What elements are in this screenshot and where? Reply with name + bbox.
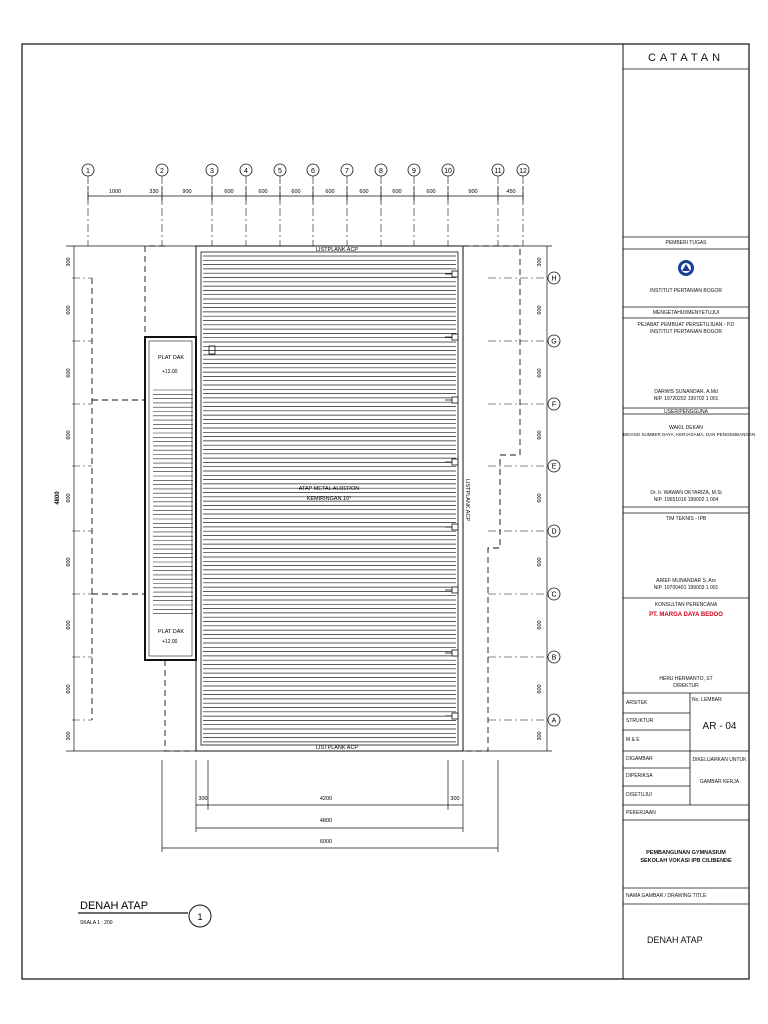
- pemberi-tugas-label: PEMBERI TUGAS: [665, 240, 707, 246]
- top-dimension: 330: [149, 189, 159, 195]
- nama-gambar-label: NAMA GAMBAR / DRAWING TITLE: [626, 893, 707, 899]
- plat-dak-label-bottom: PLAT DAK: [158, 629, 185, 635]
- grid-column-label: 6: [311, 168, 315, 175]
- top-dimension: 900: [468, 189, 478, 195]
- wakil-name: Dr. Ir. WAWAN OKTARIZA, M.Si: [650, 490, 722, 496]
- bottom-dimension: 4800: [319, 818, 333, 824]
- top-dimension: 600: [258, 189, 268, 195]
- top-dimension: 600: [359, 189, 369, 195]
- grid-row-bubble: [548, 588, 560, 600]
- grid-column-label: 2: [160, 168, 164, 175]
- grid-column-label: 9: [412, 168, 416, 175]
- left-dimension: 600: [66, 493, 72, 503]
- top-dimension: 600: [325, 189, 335, 195]
- pekerjaan-label: PEKERJAAN: [626, 810, 656, 816]
- right-dimension: 600: [537, 493, 543, 503]
- roof-slope-label: KEMIRINGAN 10°: [306, 496, 352, 502]
- left-dimension: 600: [66, 368, 72, 378]
- pekerjaan-line2: SEKOLAH VOKASI IPB CILIBENDE: [640, 858, 732, 864]
- arsitek-label: ARSITEK: [626, 700, 648, 706]
- bottom-dimension: 4200: [319, 796, 333, 802]
- grid-row-bubble: [548, 525, 560, 537]
- grid-row-label: H: [551, 275, 557, 283]
- disetujui-label: DISETUJUI: [626, 792, 652, 798]
- right-dimension: 600: [537, 305, 543, 315]
- right-dimension: 300: [537, 257, 543, 267]
- top-dimension: 600: [291, 189, 301, 195]
- user-label: USER/PENGGUNA: [664, 409, 708, 415]
- diperiksa-label: DIPERIKSA: [626, 773, 653, 779]
- drawing-scale: SKALA 1 : 200: [80, 920, 113, 926]
- digambar-label: DIGAMBAR: [626, 756, 653, 762]
- right-dimension: 600: [537, 620, 543, 630]
- top-dimension: 900: [182, 189, 192, 195]
- listplank-top-label: LISTPLANK ACP: [315, 247, 359, 253]
- ppk-line2: INSTITUT PERTANIAN BOGOR: [650, 329, 722, 335]
- top-dimension: 1000: [108, 189, 122, 195]
- top-dimension: 600: [224, 189, 234, 195]
- grid-column-bubble: [341, 164, 353, 176]
- mengetahui-label: MENGETAHUI/MENYETUJUI: [652, 310, 720, 316]
- listplank-bottom-label: LISTPLANK ACP: [315, 745, 359, 751]
- overall-left-dimension: 4800: [55, 491, 61, 505]
- me-label: M & E: [626, 737, 640, 743]
- grid-column-label: 4: [244, 168, 248, 175]
- tim-teknis-label: TIM TEKNIS - IPB: [665, 516, 707, 522]
- drawing-ref-number: 1: [197, 912, 203, 922]
- ipb-logo-icon: [678, 260, 694, 276]
- wakil-line2: BIDANG SUMBER DAYA, KERJASAMA, DAN PENGEMBANGAN: [623, 432, 756, 437]
- grid-column-bubble: [82, 164, 94, 176]
- grid-row-bubble: [548, 335, 560, 347]
- grid-column-bubble: [240, 164, 252, 176]
- direktur-label: DIREKTUR: [673, 683, 699, 689]
- top-dimension: 600: [392, 189, 402, 195]
- grid-row-bubble: [548, 714, 560, 726]
- right-dimension: 600: [537, 430, 543, 440]
- top-dimension: 600: [426, 189, 436, 195]
- grid-row-label: B: [551, 654, 557, 662]
- left-dimension: 600: [66, 430, 72, 440]
- right-dimension: 600: [537, 684, 543, 694]
- grid-row-bubble: [548, 272, 560, 284]
- grid-column-bubble: [375, 164, 387, 176]
- grid-column-bubble: [206, 164, 218, 176]
- no-lembar-label: No. LEMBAR: [692, 697, 722, 703]
- roof-plan: [145, 246, 463, 751]
- grid-column-label: 7: [345, 168, 349, 175]
- dikeluarkan-label: DIKELUARKAN UNTUK: [692, 757, 747, 763]
- grid-row-bubble: [548, 460, 560, 472]
- bottom-dimension: 6000: [319, 839, 333, 845]
- plat-dak-level-top: +12.00: [162, 369, 178, 375]
- grid-row-label: E: [551, 463, 557, 471]
- catatan-heading: CATATAN: [647, 52, 725, 64]
- left-dimension: 300: [66, 731, 72, 741]
- wakil-nip: NIP. 19651016 199002 1 004: [653, 497, 719, 503]
- grid-row-label: F: [551, 401, 557, 409]
- grid-row-label: A: [551, 717, 557, 725]
- listplank-right-label: LISTPLANK ACP: [464, 478, 470, 522]
- top-dimension: 450: [506, 189, 516, 195]
- grid-column-label: 3: [210, 168, 214, 175]
- grid-column-label: 12: [519, 168, 527, 175]
- plat-dak-label-top: PLAT DAK: [158, 355, 185, 361]
- right-dimension: 300: [537, 731, 543, 741]
- gambar-kerja-label: GAMBAR KERJA: [699, 779, 740, 785]
- grid-column-label: 10: [444, 168, 452, 175]
- grid-column-bubble: [442, 164, 454, 176]
- tim-name: ARIEF MUNANDAR S, Ars: [656, 578, 716, 584]
- grid-column-bubble: [307, 164, 319, 176]
- direktur-name: HERU HERMANTO, ST: [659, 676, 713, 682]
- sheet-number: AR - 04: [702, 721, 737, 732]
- grid-column-label: 8: [379, 168, 383, 175]
- grid-column-label: 11: [494, 168, 502, 175]
- grid-row-label: G: [551, 338, 557, 346]
- grid-column-label: 5: [278, 168, 282, 175]
- grid-column-bubble: [492, 164, 504, 176]
- ppk-line1: PEJABAT PEMBUAT PERSETUJUAN - P.D: [637, 322, 735, 328]
- tim-nip: NIP. 19700401 199003 1 001: [653, 585, 719, 591]
- right-dimension: 600: [537, 557, 543, 567]
- grid-row-label: C: [551, 591, 557, 599]
- nama-gambar-value: DENAH ATAP: [647, 935, 703, 945]
- bottom-dimension: 300: [450, 796, 460, 802]
- plat-dak-level-bottom: +12.00: [162, 639, 178, 645]
- struktur-label: STRUKTUR: [626, 718, 654, 724]
- grid-column-bubble: [156, 164, 168, 176]
- grid-row-bubble: [548, 398, 560, 410]
- grid-row-bubble: [548, 651, 560, 663]
- grid-column-bubble: [517, 164, 529, 176]
- roof-material-label: ATAP METAL ALDERON: [298, 486, 360, 492]
- konsultan-name: PT. MARGA DAYA BEDOO: [649, 612, 723, 618]
- right-dimension: 600: [537, 368, 543, 378]
- left-dimension: 600: [66, 684, 72, 694]
- grid-column-bubble: [408, 164, 420, 176]
- grid-column-bubble: [274, 164, 286, 176]
- left-dimension: 600: [66, 305, 72, 315]
- pekerjaan-line1: PEMBANGUNAN GYMNASIUM: [646, 850, 726, 856]
- institution-name: INSTITUT PERTANIAN BOGOR: [650, 288, 722, 294]
- left-dimension: 600: [66, 620, 72, 630]
- bottom-dimension: 300: [198, 796, 208, 802]
- grid-row-label: D: [551, 528, 557, 536]
- drawing-title: DENAH ATAP: [80, 900, 149, 912]
- ppk-nip: NIP. 19720202 199702 1 001: [653, 396, 719, 402]
- left-dimension: 600: [66, 557, 72, 567]
- left-dimension: 300: [66, 257, 72, 267]
- ppk-name: DARWIS SUNANDAR, A.Md: [654, 389, 718, 395]
- konsultan-label: KONSULTAN PERENCANA: [654, 602, 718, 608]
- wakil-line1: WAKIL DEKAN: [669, 425, 703, 431]
- grid-column-label: 1: [86, 168, 90, 175]
